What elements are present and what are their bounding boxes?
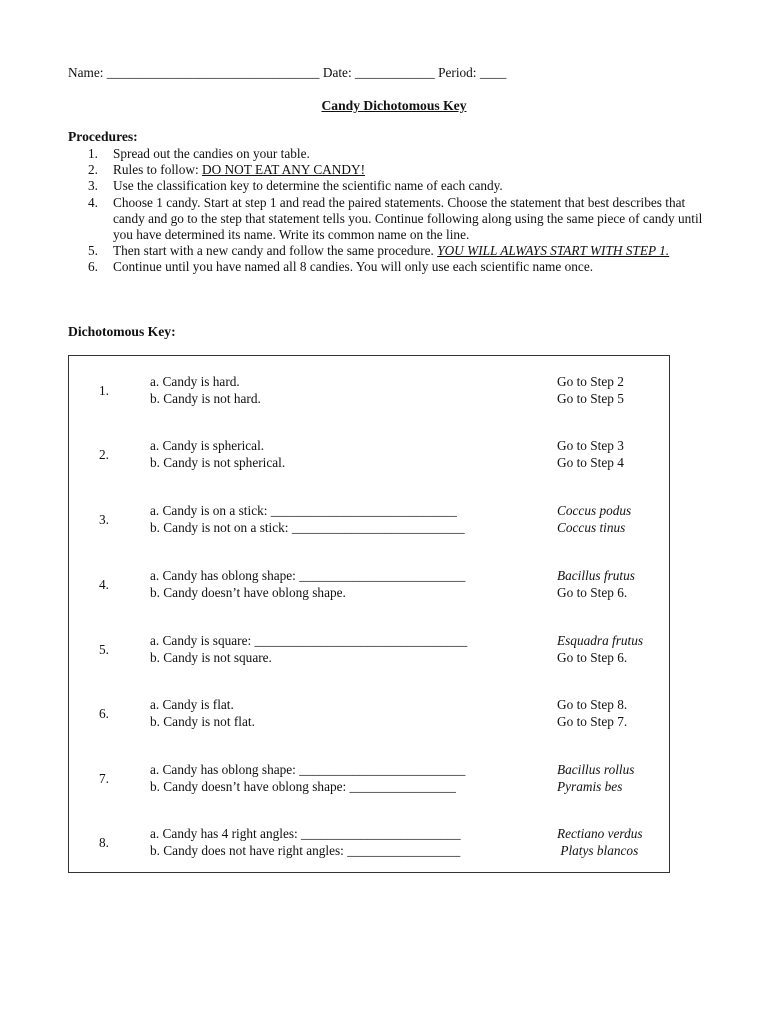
procedure-number: 2. — [88, 162, 98, 178]
page-title: Candy Dichotomous Key — [321, 98, 467, 113]
result-b: Pyramis bes — [557, 779, 623, 794]
dichotomous-key-heading: Dichotomous Key: — [68, 324, 176, 339]
statement-a: a. Candy is flat. — [150, 697, 234, 712]
statement-a: a. Candy has oblong shape: _________________________ — [150, 762, 466, 777]
statement-b: b. Candy doesn’t have oblong shape. — [150, 585, 346, 600]
result-a: Go to Step 2 — [557, 374, 624, 389]
statement-a: a. Candy is square: ________________________________ — [150, 633, 468, 648]
student-info-line — [68, 65, 506, 81]
step-number: 7. — [99, 771, 109, 786]
result-a: Go to Step 3 — [557, 438, 624, 453]
step-number: 3. — [99, 512, 109, 527]
key-step — [69, 568, 669, 602]
result-b: Go to Step 4 — [557, 455, 624, 470]
date-field[interactable]: Date: ____________ — [322, 65, 435, 80]
result-b: Platys blancos — [557, 843, 639, 858]
statement-a: a. Candy is spherical. — [150, 438, 265, 453]
statement-a: a. Candy has oblong shape: _________________________ — [150, 568, 466, 583]
procedure-item — [68, 178, 708, 194]
result-a: Bacillus rollus — [557, 762, 635, 777]
key-step — [69, 374, 669, 408]
name-field[interactable]: Name: ________________________________ — [68, 65, 320, 80]
procedure-text: Continue until you have named all 8 candies. You will only use each scientific name once. — [113, 259, 594, 275]
procedures-heading: Procedures: — [68, 129, 138, 144]
procedure-item — [68, 259, 708, 275]
procedure-text: Spread out the candies on your table. — [113, 146, 310, 161]
result-a: Bacillus frutus — [557, 568, 635, 583]
always-start-emphasis: YOU WILL ALWAYS START WITH STEP 1. — [437, 243, 670, 259]
key-step — [69, 762, 669, 796]
result-b: Go to Step 6. — [557, 650, 628, 665]
key-step — [69, 826, 669, 860]
step-number: 1. — [99, 383, 109, 398]
step-number: 8. — [99, 835, 109, 850]
step-number: 2. — [99, 447, 109, 462]
statement-b: b. Candy is not hard. — [150, 391, 261, 406]
procedure-number: 6. — [88, 259, 98, 275]
statement-b: b. Candy is not spherical. — [150, 455, 286, 470]
statement-a: a. Candy is on a stick: ____________________________ — [150, 503, 457, 518]
result-b: Go to Step 6. — [557, 585, 628, 600]
procedure-text: Use the classification key to determine the scientific name of each candy. — [113, 178, 503, 194]
step-number: 6. — [99, 706, 109, 721]
result-b: Go to Step 7. — [557, 714, 628, 729]
step-number: 4. — [99, 577, 109, 592]
key-step — [69, 438, 669, 472]
statement-b: b. Candy is not on a stick: __________________________ — [150, 520, 465, 535]
rule-no-eating: DO NOT EAT ANY CANDY! — [202, 162, 366, 178]
procedure-text: Choose 1 candy. Start at step 1 and read the paired statements. Choose the statement that best describes that candy and go to the step that statement tells you. Continue following along using the same piece of candy until you have determined its name. Write its common name on the line. — [113, 194, 703, 243]
procedure-number: 1. — [88, 146, 98, 161]
statement-b: b. Candy is not square. — [150, 650, 272, 665]
procedure-item — [68, 243, 708, 259]
procedure-number: 5. — [88, 243, 98, 259]
procedure-number: 4. — [88, 194, 98, 210]
statement-b: b. Candy does not have right angles: _________________ — [150, 843, 461, 858]
procedure-item — [68, 162, 708, 178]
procedures-list — [68, 146, 708, 276]
key-step — [69, 697, 669, 731]
procedure-text: Then start with a new candy and follow the same procedure. — [113, 243, 438, 259]
result-a: Go to Step 8. — [557, 697, 628, 712]
procedure-number: 3. — [88, 178, 98, 194]
result-a: Esquadra frutus — [557, 633, 644, 648]
procedure-item — [68, 146, 708, 162]
result-b: Go to Step 5 — [557, 391, 624, 406]
result-a: Coccus podus — [557, 503, 632, 518]
key-step — [69, 503, 669, 537]
statement-a: a. Candy is hard. — [150, 374, 240, 389]
dichotomous-key-table — [68, 355, 670, 873]
result-b: Coccus tinus — [557, 520, 626, 535]
period-field[interactable]: Period: ____ — [438, 65, 507, 80]
statement-a: a. Candy has 4 right angles: ________________________ — [150, 826, 461, 841]
result-a: Rectiano verdus — [557, 826, 643, 841]
statement-b: b. Candy doesn’t have oblong shape: ________________ — [150, 779, 456, 794]
procedure-text: Rules to follow: — [113, 162, 203, 178]
statement-b: b. Candy is not flat. — [150, 714, 255, 729]
key-step — [69, 633, 669, 667]
step-number: 5. — [99, 642, 109, 657]
procedure-item — [68, 195, 708, 244]
